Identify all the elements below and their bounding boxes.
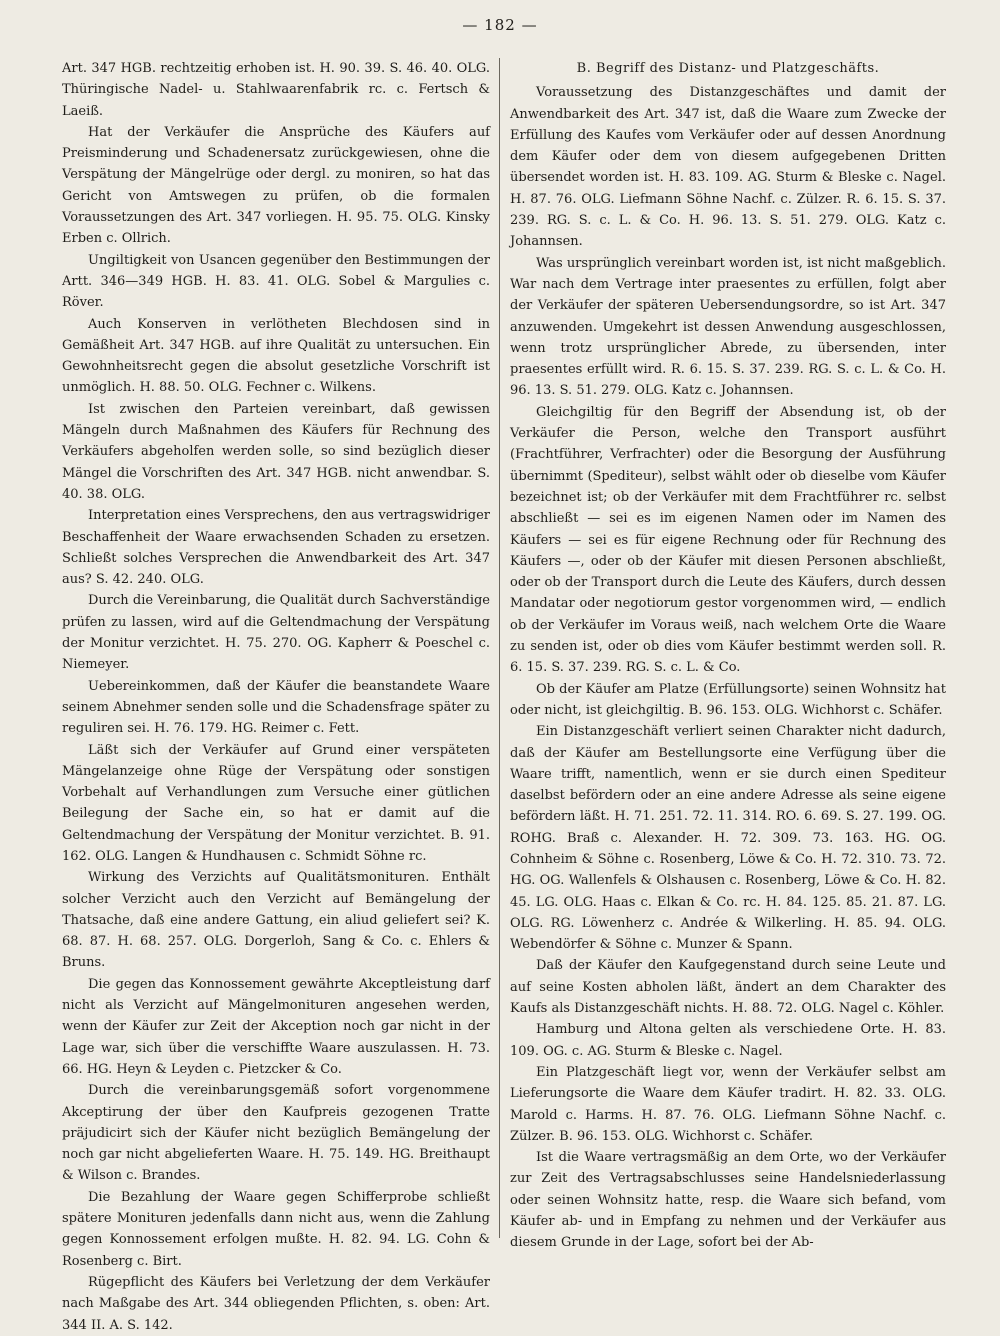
paragraph: Durch die vereinbarungsgemäß sofort vorgenommene Akceptirung der über den Kaufpreis gezogenen Tratte präjudicirt sich der Käufer nicht bezüglich Bemängelung der noch gar nicht abgelieferten Waare. H. 75. 149. HG. Breithaupt & Wilson c. Brandes. bbox=[62, 1083, 490, 1184]
page-number: — 182 — bbox=[462, 16, 538, 34]
paragraph: Hat der Verkäufer die Ansprüche des Käufers auf Preisminderung und Schadenersatz zurückgewiesen, ohne die Verspätung der Mängelrüge oder dergl. zu moniren, so hat das Gericht von Amtswegen zu prüfen, ob die formalen Voraussetzungen des Art. 347 vorliegen. H. 95. 75. OLG. Kinsky Erben c. Ollrich. bbox=[62, 124, 490, 247]
section-heading: B. Begriff des Distanz- und Platzgeschäfts. bbox=[576, 61, 880, 76]
paragraph: Gleichgiltig für den Begriff der Absendung ist, ob der Verkäufer die Person, welche den Transport ausführt (Frachtführer, Verfrachter) oder die Besorgung der Ausführung übernimmt (Spediteur), selbst wählt oder ob dieselbe vom Käufer bezeichnet ist; ob der Verkäufer mit dem Frachtführer rc. selbst abschließt — sei es im eigenen Namen oder im Namen des Käufers — sei es für eigene Rechnung oder für Rechnung des Käufers —, oder ob der Käufer mit diesen Personen abschließt, oder ob der Transport durch die Leute des Käufers, durch dessen Mandatar oder negotiorum gestor vorgenommen wird, — endlich ob der Verkäufer im Voraus weiß, nach welchem Orte die Waare zu senden ist, oder ob dies vom Käufer bestimmt werden soll. R. 6. 15. S. 37. 239. RG. S. c. L. & Co. bbox=[510, 404, 946, 676]
paragraph: Rügepflicht des Käufers bei Verletzung der dem Verkäufer nach Maßgabe des Art. 344 obliegenden Pflichten, s. oben: Art. 344 II. A. S. 142. bbox=[62, 1274, 490, 1333]
paragraph: Ist die Waare vertragsmäßig an dem Orte, wo der Verkäufer zur Zeit des Vertragsabschlusses seine Handelsniederlassung oder seinen Wohnsitz hatte, resp. die Waare sich befand, vom Käufer ab- und in Empfang zu nehmen und der Verkäufer aus diesem Grunde in der Lage, sofort bei der Ab- bbox=[510, 1150, 946, 1251]
left-column bbox=[62, 58, 490, 1333]
column-divider bbox=[499, 58, 500, 1238]
paragraph: Uebereinkommen, daß der Käufer die beanstandete Waare seinem Abnehmer senden solle und die Schadensfrage später zu reguliren sei. H. 76. 179. HG. Reimer c. Fett. bbox=[62, 678, 490, 737]
paragraph: Ist zwischen den Parteien vereinbart, daß gewissen Mängeln durch Maßnahmen des Käufers für Rechnung des Verkäufers abgeholfen werden solle, so sind bezüglich dieser Mängel die Vorschriften des Art. 347 HGB. nicht anwendbar. S. 40. 38. OLG. bbox=[62, 401, 490, 502]
paragraph: Hamburg und Altona gelten als verschiedene Orte. H. 83. 109. OG. c. AG. Sturm & Bleske c. Nagel. bbox=[510, 1022, 946, 1059]
paragraph: Auch Konserven in verlötheten Blechdosen sind in Gemäßheit Art. 347 HGB. auf ihre Qualität zu untersuchen. Ein Gewohnheitsrecht gegen die absolut gesetzliche Vorschrift ist unmöglich. H. 88. 50. OLG. Fechner c. Wilkens. bbox=[62, 316, 490, 396]
paragraph: Art. 347 HGB. rechtzeitig erhoben ist. H. 90. 39. S. 46. 40. OLG. Thüringische Nadel- u. Stahlwaarenfabrik rc. c. Fertsch & Laeiß. bbox=[62, 61, 490, 119]
paragraph: Wirkung des Verzichts auf Qualitätsmonituren. Enthält solcher Verzicht auch den Verzicht auf Bemängelung der Thatsache, daß eine andere Gattung, ein aliud geliefert sei? K. 68. 87. H. 68. 257. OLG. Dorgerloh, Sang & Co. c. Ehlers & Bruns. bbox=[62, 870, 490, 971]
right-column bbox=[510, 58, 946, 1318]
paragraph: Voraussetzung des Distanzgeschäftes und damit der Anwendbarkeit des Art. 347 ist, daß die Waare zum Zwecke der Erfüllung des Kaufes vom Verkäufer oder auf dessen Anordnung dem Käufer oder dem von diesem aufgegebenen Dritten übersendet worden ist. H. 83. 109. AG. Sturm & Bleske c. Nagel. H. 87. 76. OLG. Liefmann Söhne Nachf. c. Zülzer. R. 6. 15. S. 37. 239. RG. S. c. L. & Co. H. 96. 13. S. 51. 279. OLG. Katz c. Johannsen. bbox=[510, 85, 946, 250]
paragraph: Durch die Vereinbarung, die Qualität durch Sachverständige prüfen zu lassen, wird auf die Geltendmachung der Verspätung der Monitur verzichtet. H. 75. 270. OG. Kapherr & Poeschel c. Niemeyer. bbox=[62, 593, 490, 673]
paragraph: Ungiltigkeit von Usancen gegenüber den Bestimmungen der Artt. 346—349 HGB. H. 83. 41. OLG. Sobel & Margulies c. Röver. bbox=[62, 252, 490, 311]
paragraph: Ob der Käufer am Platze (Erfüllungsorte) seinen Wohnsitz hat oder nicht, ist gleichgiltig. B. 96. 153. OLG. Wichhorst c. Schäfer. bbox=[510, 681, 946, 718]
paragraph: Ein Platzgeschäft liegt vor, wenn der Verkäufer selbst am Lieferungsorte die Waare dem Käufer tradirt. H. 82. 33. OLG. Marold c. Harms. H. 87. 76. OLG. Liefmann Söhne Nachf. c. Zülzer. B. 96. 153. OLG. Wichhorst c. Schäfer. bbox=[510, 1064, 946, 1144]
paragraph: Die gegen das Konnossement gewährte Akceptleistung darf nicht als Verzicht auf Mängelmonituren angesehen werden, wenn der Käufer zur Zeit der Akception noch gar nicht in der Lage war, sich über die verschiffte Waare auszulassen. H. 73. 66. HG. Heyn & Leyden c. Pietzcker & Co. bbox=[62, 976, 490, 1077]
paragraph: Interpretation eines Versprechens, den aus vertragswidriger Beschaffenheit der Waare erwachsenden Schaden zu ersetzen. Schließt solches Versprechen die Anwendbarkeit des Art. 347 aus? S. 42. 240. OLG. bbox=[62, 508, 490, 588]
paragraph: Ein Distanzgeschäft verliert seinen Charakter nicht dadurch, daß der Käufer am Bestellungsorte eine Verfügung über die Waare trifft, namentlich, wenn er sie durch einen Spediteur daselbst befördern oder an eine andere Adresse als seine eigene befördern läßt. H. 71. 251. 72. 11. 314. RO. 6. 69. S. 27. 199. OG. ROHG. Braß c. Alexander. H. 72. 309. 73. 163. HG. OG. Cohnheim & Söhne c. Rosenberg, Löwe & Co. H. 72. 310. 73. 72. HG. OG. Wallenfels & Olshausen c. Rosenberg, Löwe & Co. H. 82. 45. LG. OLG. Haas c. Elkan & Co. rc. H. 84. 125. 85. 21. 87. LG. OLG. RG. Löwenherz c. Andrée & Wilkerling. H. 85. 94. OLG. Webendörfer & Söhne c. Munzer & Spann. bbox=[510, 724, 946, 953]
paragraph: Daß der Käufer den Kaufgegenstand durch seine Leute und auf seine Kosten abholen läßt, ändert an dem Charakter des Kaufs als Distanzgeschäft nichts. H. 88. 72. OLG. Nagel c. Köhler. bbox=[510, 958, 946, 1017]
paragraph: Läßt sich der Verkäufer auf Grund einer verspäteten Mängelanzeige ohne Rüge der Verspätung oder sonstigen Vorbehalt auf Verhandlungen zum Versuche einer gütlichen Beilegung der Sache ein, so hat er damit auf die Geltendmachung der Verspätung der Monitur verzichtet. B. 91. 162. OLG. Langen & Hundhausen c. Schmidt Söhne rc. bbox=[62, 742, 490, 864]
paragraph: Was ursprünglich vereinbart worden ist, ist nicht maßgeblich. War nach dem Vertrage inter praesentes zu erfüllen, folgt aber der Verkäufer der späteren Uebersendungsordre, so ist Art. 347 anzuwenden. Umgekehrt ist dessen Anwendung ausgeschlossen, wenn trotz ursprünglicher Abrede, zu übersenden, inter praesentes erfüllt wird. R. 6. 15. S. 37. 239. RG. S. c. L. & Co. H. 96. 13. S. 51. 279. OLG. Katz c. Johannsen. bbox=[510, 255, 946, 399]
paragraph: Die Bezahlung der Waare gegen Schifferprobe schließt spätere Monituren jedenfalls dann nicht aus, wenn die Zahlung gegen Konnossement erfolgen mußte. H. 82. 94. LG. Cohn & Rosenberg c. Birt. bbox=[62, 1189, 490, 1269]
